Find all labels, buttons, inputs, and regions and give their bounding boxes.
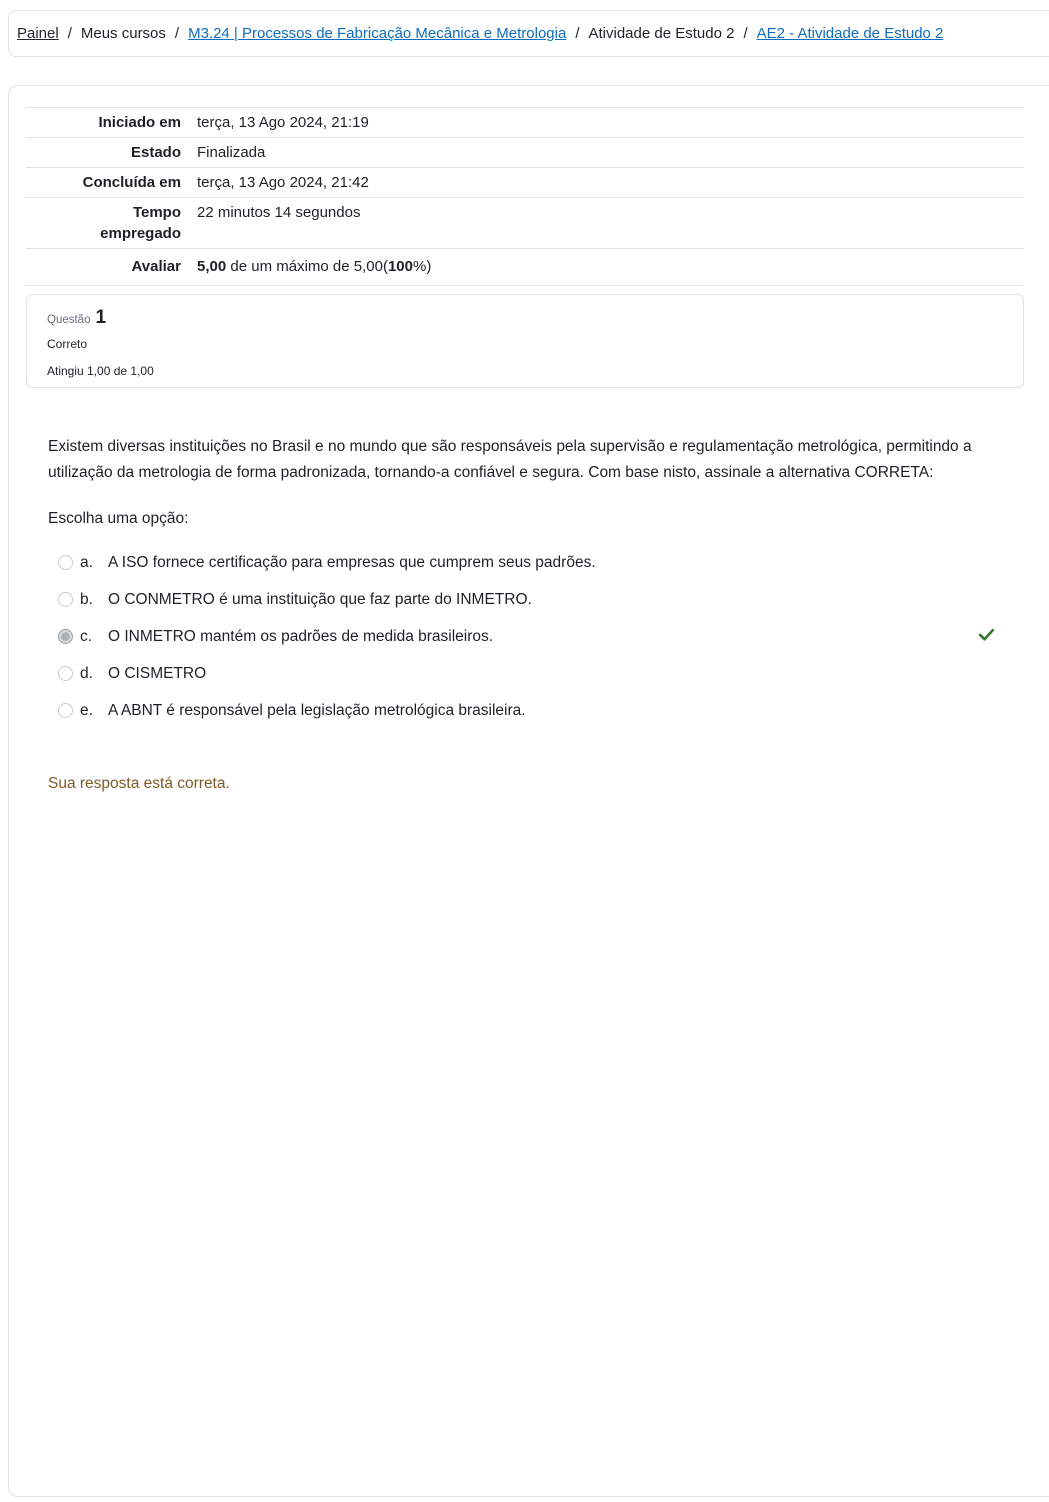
question-number	[47, 307, 1003, 329]
answer-option-c[interactable]	[26, 618, 996, 655]
radio-button[interactable]	[58, 666, 73, 681]
breadcrumb-item-atividade-de-estudo-2: Atividade de Estudo 2	[588, 25, 735, 42]
option-text: O CISMETRO	[108, 664, 207, 682]
option-text: A ISO fornece certificação para empresas que cumprem seus padrões.	[108, 553, 596, 571]
summary-value: 22 minutos 14 segundos	[181, 198, 1024, 249]
question-info-box	[26, 294, 1024, 388]
summary-row-estado	[26, 138, 1024, 168]
feedback-text: Sua resposta está correta.	[48, 775, 230, 792]
radio-button[interactable]	[58, 592, 73, 607]
answer-option-a[interactable]	[26, 544, 996, 581]
option-text: O INMETRO mantém os padrões de medida brasileiros.	[108, 627, 494, 645]
quiz-review-card	[8, 85, 1049, 1497]
answer-option-e[interactable]	[26, 692, 996, 729]
answer-option-b[interactable]	[26, 581, 996, 618]
summary-value: terça, 13 Ago 2024, 21:42	[181, 168, 1024, 198]
breadcrumb	[8, 10, 1049, 57]
option-letter: a.	[80, 553, 93, 571]
breadcrumb-link-ae2[interactable]: AE2 - Atividade de Estudo 2	[756, 25, 944, 42]
breadcrumb-separator: /	[575, 25, 580, 42]
question-text: Existem diversas instituições no Brasil e no mundo que são responsáveis pela supervisão e regulamentação metrológica, permitindo a utilização da metrologia de forma padronizada, tornando-a confiável e segura. Com base nisto, assinale a alternativa CORRETA:	[48, 438, 972, 481]
correct-check-icon	[977, 625, 996, 649]
summary-label: Tempo empregado	[26, 198, 181, 249]
answer-prompt: Escolha uma opção:	[48, 510, 189, 527]
option-letter: c.	[80, 627, 93, 645]
question-state: Correto	[47, 337, 88, 351]
breadcrumb-link-painel[interactable]: Painel	[17, 25, 59, 42]
breadcrumb-link-course[interactable]: M3.24 | Processos de Fabricação Mecânica e Metrologia	[188, 25, 567, 42]
option-letter: d.	[80, 664, 93, 682]
option-text: A ABNT é responsável pela legislação metrológica brasileira.	[108, 701, 526, 719]
breadcrumb-separator: /	[67, 25, 72, 42]
grade-text-end: %)	[412, 258, 432, 275]
grade-percent: 100	[387, 258, 413, 275]
question-grade: Atingiu 1,00 de 1,00	[47, 364, 154, 378]
summary-label: Avaliar	[26, 249, 181, 286]
option-letter: e.	[80, 701, 93, 719]
option-letter: b.	[80, 590, 93, 608]
summary-row-concluida	[26, 168, 1024, 198]
grade-text: de um máximo de 5,00(	[226, 258, 388, 275]
attempt-summary-table	[26, 107, 1024, 286]
summary-row-avaliar	[26, 249, 1024, 286]
grade-number: 5,00	[197, 258, 227, 275]
breadcrumb-item-meus-cursos: Meus cursos	[80, 25, 166, 42]
radio-button[interactable]	[58, 703, 73, 718]
breadcrumb-separator: /	[174, 25, 180, 42]
option-text: O CONMETRO é uma instituição que faz parte do INMETRO.	[108, 590, 532, 608]
answer-options	[26, 544, 1049, 729]
question-number-value: 1	[95, 307, 107, 328]
breadcrumb-separator: /	[743, 25, 748, 42]
question-number-label: Questão	[47, 314, 91, 326]
summary-label: Estado	[26, 138, 181, 168]
summary-value: Finalizada	[181, 138, 1024, 168]
summary-value: terça, 13 Ago 2024, 21:19	[181, 108, 1024, 138]
answer-option-d[interactable]	[26, 655, 996, 692]
summary-row-tempo	[26, 198, 1024, 249]
summary-row-iniciado	[26, 108, 1024, 138]
summary-label: Concluída em	[26, 168, 181, 198]
summary-grade-value	[181, 249, 1024, 286]
radio-button[interactable]	[58, 629, 73, 644]
summary-label: Iniciado em	[26, 108, 181, 138]
radio-button[interactable]	[58, 555, 73, 570]
